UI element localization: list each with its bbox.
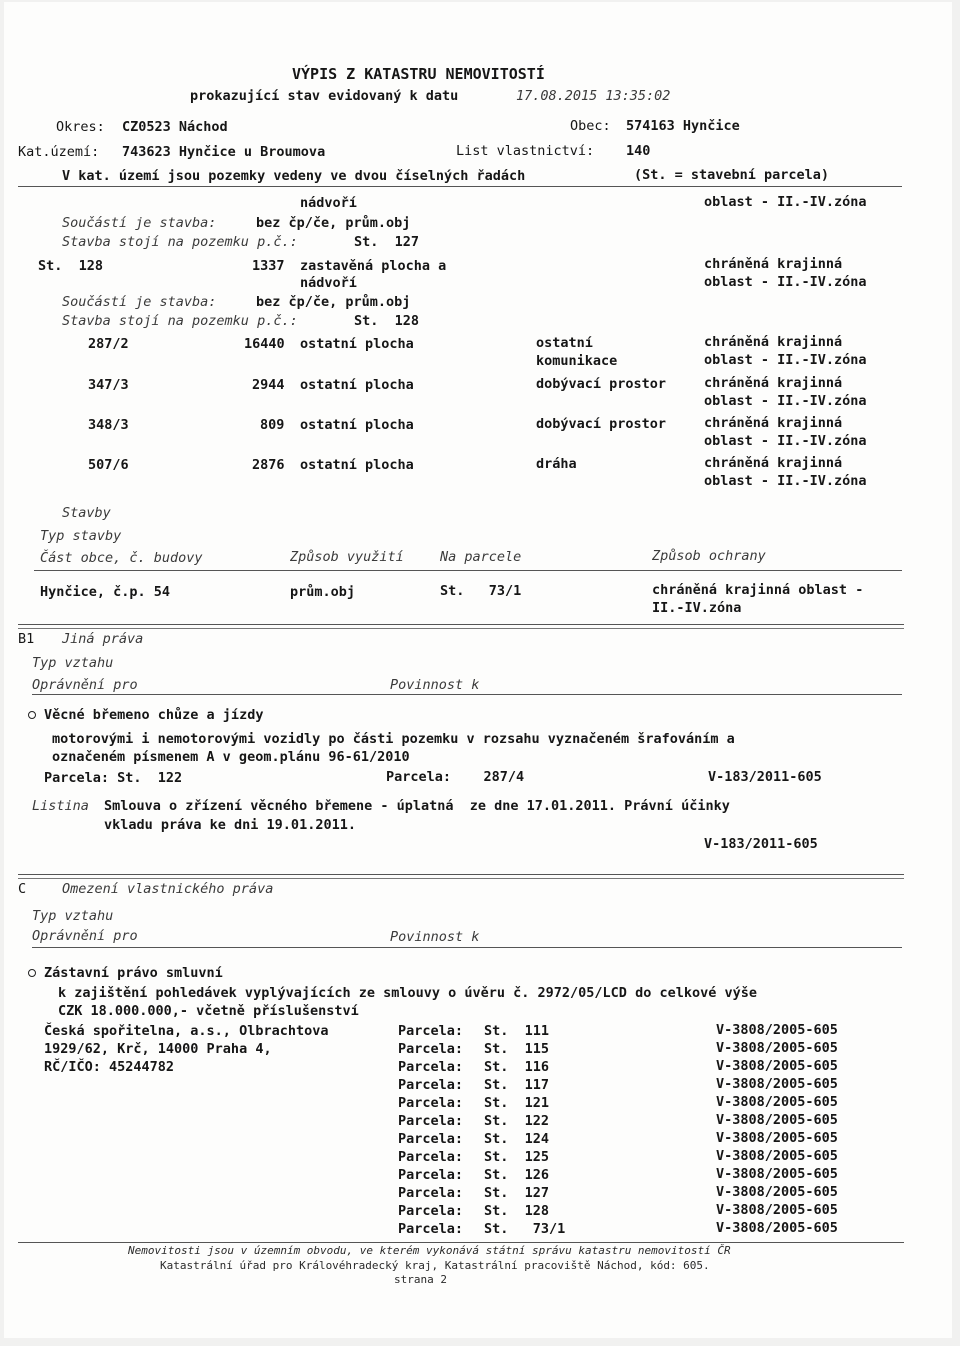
stavba-budova: Hynčice, č.p. 54 [40, 584, 171, 600]
parcel-druh: ostatní plocha [300, 377, 414, 393]
page-number: strana 2 [394, 1273, 447, 1286]
pledge-parcel: St. 124 [484, 1131, 550, 1147]
pledge-label: Parcela: [398, 1113, 464, 1129]
pledge-parcel: St. 115 [484, 1041, 550, 1057]
divider [34, 570, 902, 571]
parcel-vymera: 2944 [252, 377, 285, 393]
footer-line: Katastrální úřad pro Královéhradecký kraj, Katastrální pracoviště Náchod, kód: 605. [160, 1259, 710, 1272]
listina-label: Listina [32, 798, 89, 814]
pledge-parcel: St. 127 [484, 1185, 550, 1201]
stoji-value: St. 128 [354, 313, 420, 329]
obec-value: 574163 Hynčice [626, 118, 740, 134]
c-description: k zajištění pohledávek vyplývajících ze smlouvy o úvěru č. 2972/05/LCD do celkové výše [58, 985, 757, 1001]
numbering-note-st: (St. = stavební parcela) [634, 167, 830, 183]
stoji-label: Stavba stojí na pozemku p.č.: [62, 234, 298, 250]
soucasti-value: bez čp/če, prům.obj [256, 294, 411, 310]
stavby-heading: Stavby [62, 505, 111, 521]
pledge-label: Parcela: [398, 1221, 464, 1237]
creditor-text: Česká spořitelna, a.s., Olbrachtova [44, 1023, 329, 1039]
stoji-label: Stavba stojí na pozemku p.č.: [62, 313, 298, 329]
pledge-reference: V-3808/2005-605 [716, 1076, 838, 1092]
listina-reference: V-183/2011-605 [704, 836, 818, 852]
section-divider [18, 624, 904, 629]
section-b1-heading: Jiná práva [62, 631, 144, 647]
pledge-reference: V-3808/2005-605 [716, 1022, 838, 1038]
pledge-parcel: St. 126 [484, 1167, 550, 1183]
parcel-ochrana: oblast - II.-IV.zóna [704, 194, 867, 210]
soucasti-label: Součástí je stavba: [62, 294, 217, 310]
parcel-druh: zastavěná plocha a [300, 258, 447, 274]
pledge-parcel: St. 73/1 [484, 1221, 566, 1237]
bullet-icon [28, 969, 36, 977]
stavby-parcela-header: Na parcele [440, 549, 522, 565]
pledge-label: Parcela: [398, 1131, 464, 1147]
document-title: VÝPIS Z KATASTRU NEMOVITOSTÍ [292, 65, 545, 83]
okres-label: Okres: [56, 119, 105, 135]
parcel-ochrana: chráněná krajinná [704, 375, 843, 391]
stavba-ochrana: chráněná krajinná oblast - [652, 582, 864, 598]
c-description: CZK 18.000.000,- včetně příslušenství [58, 1003, 359, 1019]
c-item-title: Zástavní právo smluvní [44, 965, 223, 981]
obec-label: Obec: [570, 118, 611, 134]
b1-reference: V-183/2011-605 [708, 769, 822, 785]
parcel-druh: nádvoří [300, 195, 357, 211]
typ-vztahu-header: Typ vztahu [32, 655, 114, 671]
b1-povinnost: Parcela: 287/4 [386, 769, 525, 785]
pledge-label: Parcela: [398, 1167, 464, 1183]
pledge-parcel: St. 125 [484, 1149, 550, 1165]
pledge-label: Parcela: [398, 1059, 464, 1075]
parcel-number: St. 128 [38, 258, 104, 274]
parcel-ochrana: oblast - II.-IV.zóna [704, 352, 867, 368]
parcel-ochrana: chráněná krajinná [704, 415, 843, 431]
parcel-druh: ostatní plocha [300, 336, 414, 352]
b1-opravneni: Parcela: St. 122 [44, 770, 183, 786]
lv-label: List vlastnictví: [456, 143, 595, 159]
stavby-ochrana-header: Způsob ochrany [652, 548, 766, 564]
pledge-parcel: St. 117 [484, 1077, 550, 1093]
stavba-vyuziti: prům.obj [290, 584, 356, 600]
section-c-code: C [18, 881, 27, 897]
parcel-vyuziti: dráha [536, 456, 577, 472]
document-page [4, 2, 952, 1338]
extract-datetime: 17.08.2015 13:35:02 [516, 88, 671, 104]
pledge-reference: V-3808/2005-605 [716, 1040, 838, 1056]
pledge-reference: V-3808/2005-605 [716, 1058, 838, 1074]
pledge-label: Parcela: [398, 1203, 464, 1219]
creditor-text: RČ/IČO: 45244782 [44, 1059, 175, 1075]
parcel-vymera: 2876 [252, 457, 285, 473]
divider [18, 186, 902, 187]
stavba-parcela: St. 73/1 [440, 583, 522, 599]
pledge-reference: V-3808/2005-605 [716, 1148, 838, 1164]
creditor-text: 1929/62, Krč, 14000 Praha 4, [44, 1041, 272, 1057]
parcel-ochrana: chráněná krajinná [704, 334, 843, 350]
parcel-vymera: 16440 [244, 336, 285, 352]
divider [32, 694, 902, 695]
pledge-parcel: St. 111 [484, 1023, 550, 1039]
parcel-number: 348/3 [88, 417, 129, 433]
soucasti-label: Součástí je stavba: [62, 215, 217, 231]
parcel-vymera: 1337 [252, 258, 285, 274]
divider [18, 1242, 904, 1243]
listina-text: vkladu práva ke dni 19.01.2011. [104, 817, 356, 833]
pledge-reference: V-3808/2005-605 [716, 1112, 838, 1128]
parcel-ochrana: chráněná krajinná [704, 455, 843, 471]
parcel-vyuziti: dobývací prostor [536, 416, 667, 432]
parcel-number: 507/6 [88, 457, 129, 473]
parcel-vymera: 809 [260, 417, 285, 433]
footer-line: Nemovitosti jsou v územním obvodu, ve kterém vykonává státní správu katastru nemovitostí ČR [128, 1244, 731, 1257]
stavby-typ-header: Typ stavby [40, 528, 122, 544]
stavby-cast-obce-header: Část obce, č. budovy [40, 550, 203, 566]
parcel-ochrana: oblast - II.-IV.zóna [704, 393, 867, 409]
pledge-parcel: St. 122 [484, 1113, 550, 1129]
stoji-value: St. 127 [354, 234, 420, 250]
pledge-reference: V-3808/2005-605 [716, 1130, 838, 1146]
typ-vztahu-header: Typ vztahu [32, 908, 114, 924]
pledge-label: Parcela: [398, 1185, 464, 1201]
stavba-ochrana: II.-IV.zóna [652, 600, 742, 616]
b1-description: označeném písmenem A v geom.plánu 96-61/2010 [52, 749, 410, 765]
lv-value: 140 [626, 143, 651, 159]
bullet-icon [28, 711, 36, 719]
section-c-heading: Omezení vlastnického práva [62, 881, 274, 897]
pledge-label: Parcela: [398, 1041, 464, 1057]
parcel-vyuziti: ostatní [536, 335, 593, 351]
okres-value: CZ0523 Náchod [122, 119, 228, 135]
pledge-parcel: St. 121 [484, 1095, 550, 1111]
parcel-vyuziti: dobývací prostor [536, 376, 667, 392]
b1-description: motorovými i nemotorovými vozidly po části pozemku v rozsahu vyznačeném šrafováním a [52, 731, 735, 747]
pledge-parcel: St. 116 [484, 1059, 550, 1075]
parcel-druh: ostatní plocha [300, 457, 414, 473]
b1-item-title: Věcné břemeno chůze a jízdy [44, 707, 264, 723]
pledge-reference: V-3808/2005-605 [716, 1202, 838, 1218]
parcel-druh: nádvoří [300, 275, 357, 291]
numbering-note: V kat. území jsou pozemky vedeny ve dvou číselných řadách [62, 168, 526, 184]
opravneni-pro-header: Oprávnění pro [32, 677, 138, 693]
listina-text: Smlouva o zřízení věcného břemene - úplatná ze dne 17.01.2011. Právní účinky [104, 798, 730, 814]
pledge-reference: V-3808/2005-605 [716, 1184, 838, 1200]
section-divider [18, 874, 904, 879]
pledge-label: Parcela: [398, 1149, 464, 1165]
pledge-label: Parcela: [398, 1077, 464, 1093]
pledge-reference: V-3808/2005-605 [716, 1094, 838, 1110]
parcel-ochrana: oblast - II.-IV.zóna [704, 433, 867, 449]
ku-value: 743623 Hynčice u Broumova [122, 144, 326, 160]
parcel-ochrana: oblast - II.-IV.zóna [704, 473, 867, 489]
stavby-vyuziti-header: Způsob využití [290, 549, 404, 565]
parcel-ochrana: chráněná krajinná [704, 256, 843, 272]
pledge-reference: V-3808/2005-605 [716, 1166, 838, 1182]
parcel-vyuziti: komunikace [536, 353, 618, 369]
parcel-number: 347/3 [88, 377, 129, 393]
section-b1-code: B1 [18, 631, 35, 647]
pledge-label: Parcela: [398, 1023, 464, 1039]
soucasti-value: bez čp/če, prům.obj [256, 215, 411, 231]
pledge-parcel: St. 128 [484, 1203, 550, 1219]
povinnost-k-header: Povinnost k [390, 929, 480, 945]
pledge-reference: V-3808/2005-605 [716, 1220, 838, 1236]
divider [32, 947, 902, 948]
document-subtitle: prokazující stav evidovaný k datu [190, 88, 459, 104]
parcel-number: 287/2 [88, 336, 129, 352]
parcel-druh: ostatní plocha [300, 417, 414, 433]
povinnost-k-header: Povinnost k [390, 677, 480, 693]
ku-label: Kat.území: [18, 144, 100, 160]
opravneni-pro-header: Oprávnění pro [32, 928, 138, 944]
pledge-label: Parcela: [398, 1095, 464, 1111]
parcel-ochrana: oblast - II.-IV.zóna [704, 274, 867, 290]
